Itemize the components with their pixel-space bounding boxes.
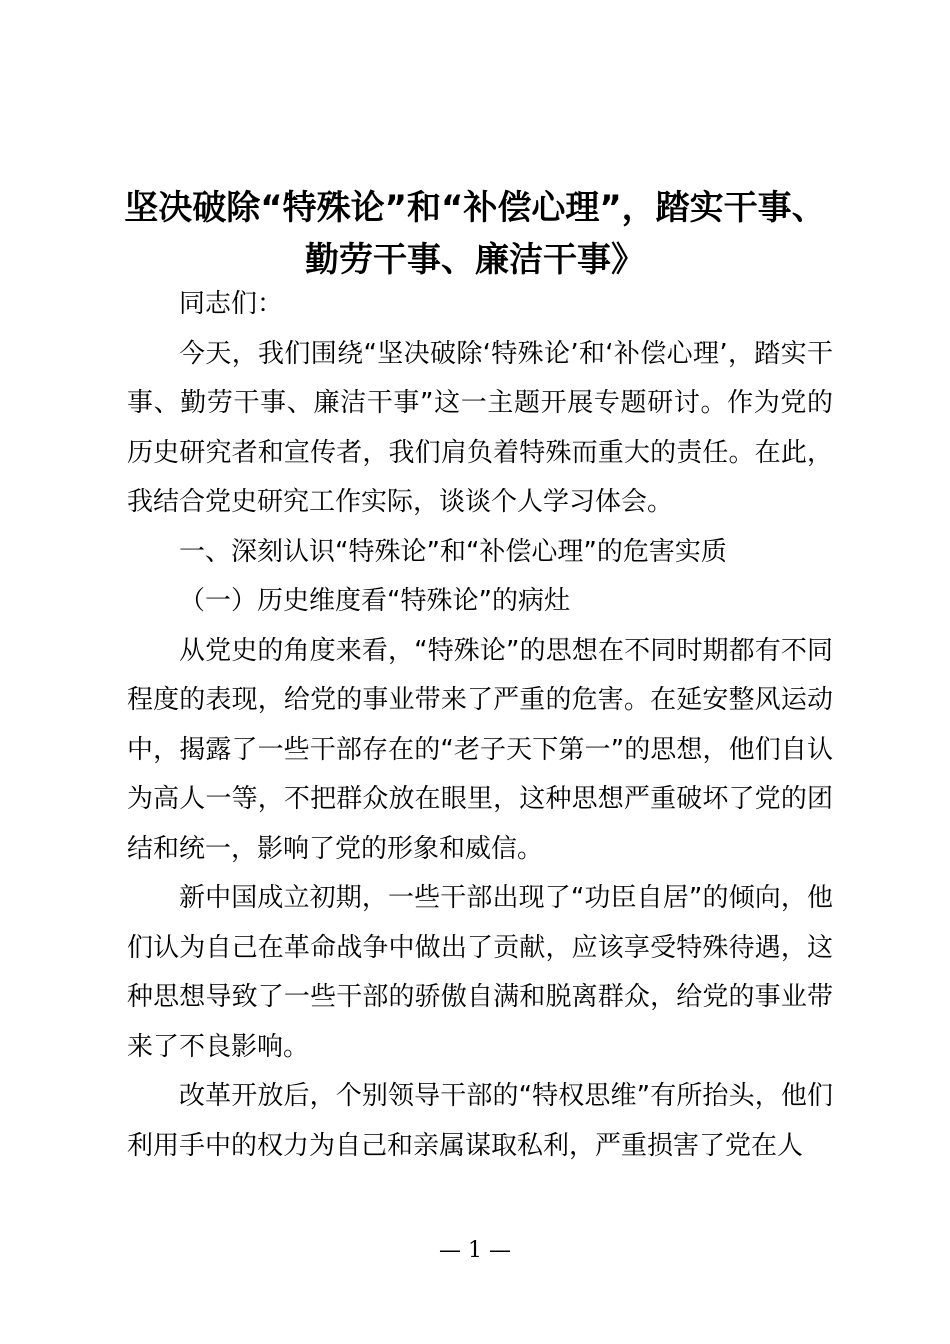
body-paragraph: 改革开放后，个别领导干部的“特权思维”有所抬头，他们利用手中的权力为自己和亲属谋取私利，严重损害了党在人 [127,1081,833,1161]
document-title: 坚决破除“特殊论”和“补偿心理”，踏实干事、勤劳干事、廉洁干事》 [124,188,826,280]
section-heading-1: 一、深刻认识“特殊论”和“补偿心理”的危害实质 [179,536,727,567]
body-paragraph: 新中国成立初期，一些干部出现了“功臣自居”的倾向，他们认为自己在革命战争中做出了贡献，应该享受特殊待遇，这种思想导致了一些干部的骄傲自满和脱离群众，给党的事业带来了不良影响。 [127,883,833,1062]
document-body [127,280,833,1171]
intro-paragraph: 今天，我们围绕“坚决破除‘特殊论’和‘补偿心理’，踏实干事、勤劳干事、廉洁干事”这一主题开展专题研讨。作为党的历史研究者和宣传者，我们肩负着特殊而重大的责任。在此，我结合党史研究工作实际，谈谈个人学习体会。 [127,338,833,517]
body-paragraph: 从党史的角度来看，“特殊论”的思想在不同时期都有不同程度的表现，给党的事业带来了严重的危害。在延安整风运动中，揭露了一些干部存在的“老子天下第一”的思想，他们自认为高人一等，不把群众放在眼里，这种思想严重破坏了党的团结和统一，影响了党的形象和威信。 [127,635,833,864]
salutation-paragraph: 同志们： [179,289,284,319]
page-number: — 1 — [439,1238,511,1263]
subsection-heading-1: （一）历史维度看“特殊论”的病灶 [179,586,570,616]
